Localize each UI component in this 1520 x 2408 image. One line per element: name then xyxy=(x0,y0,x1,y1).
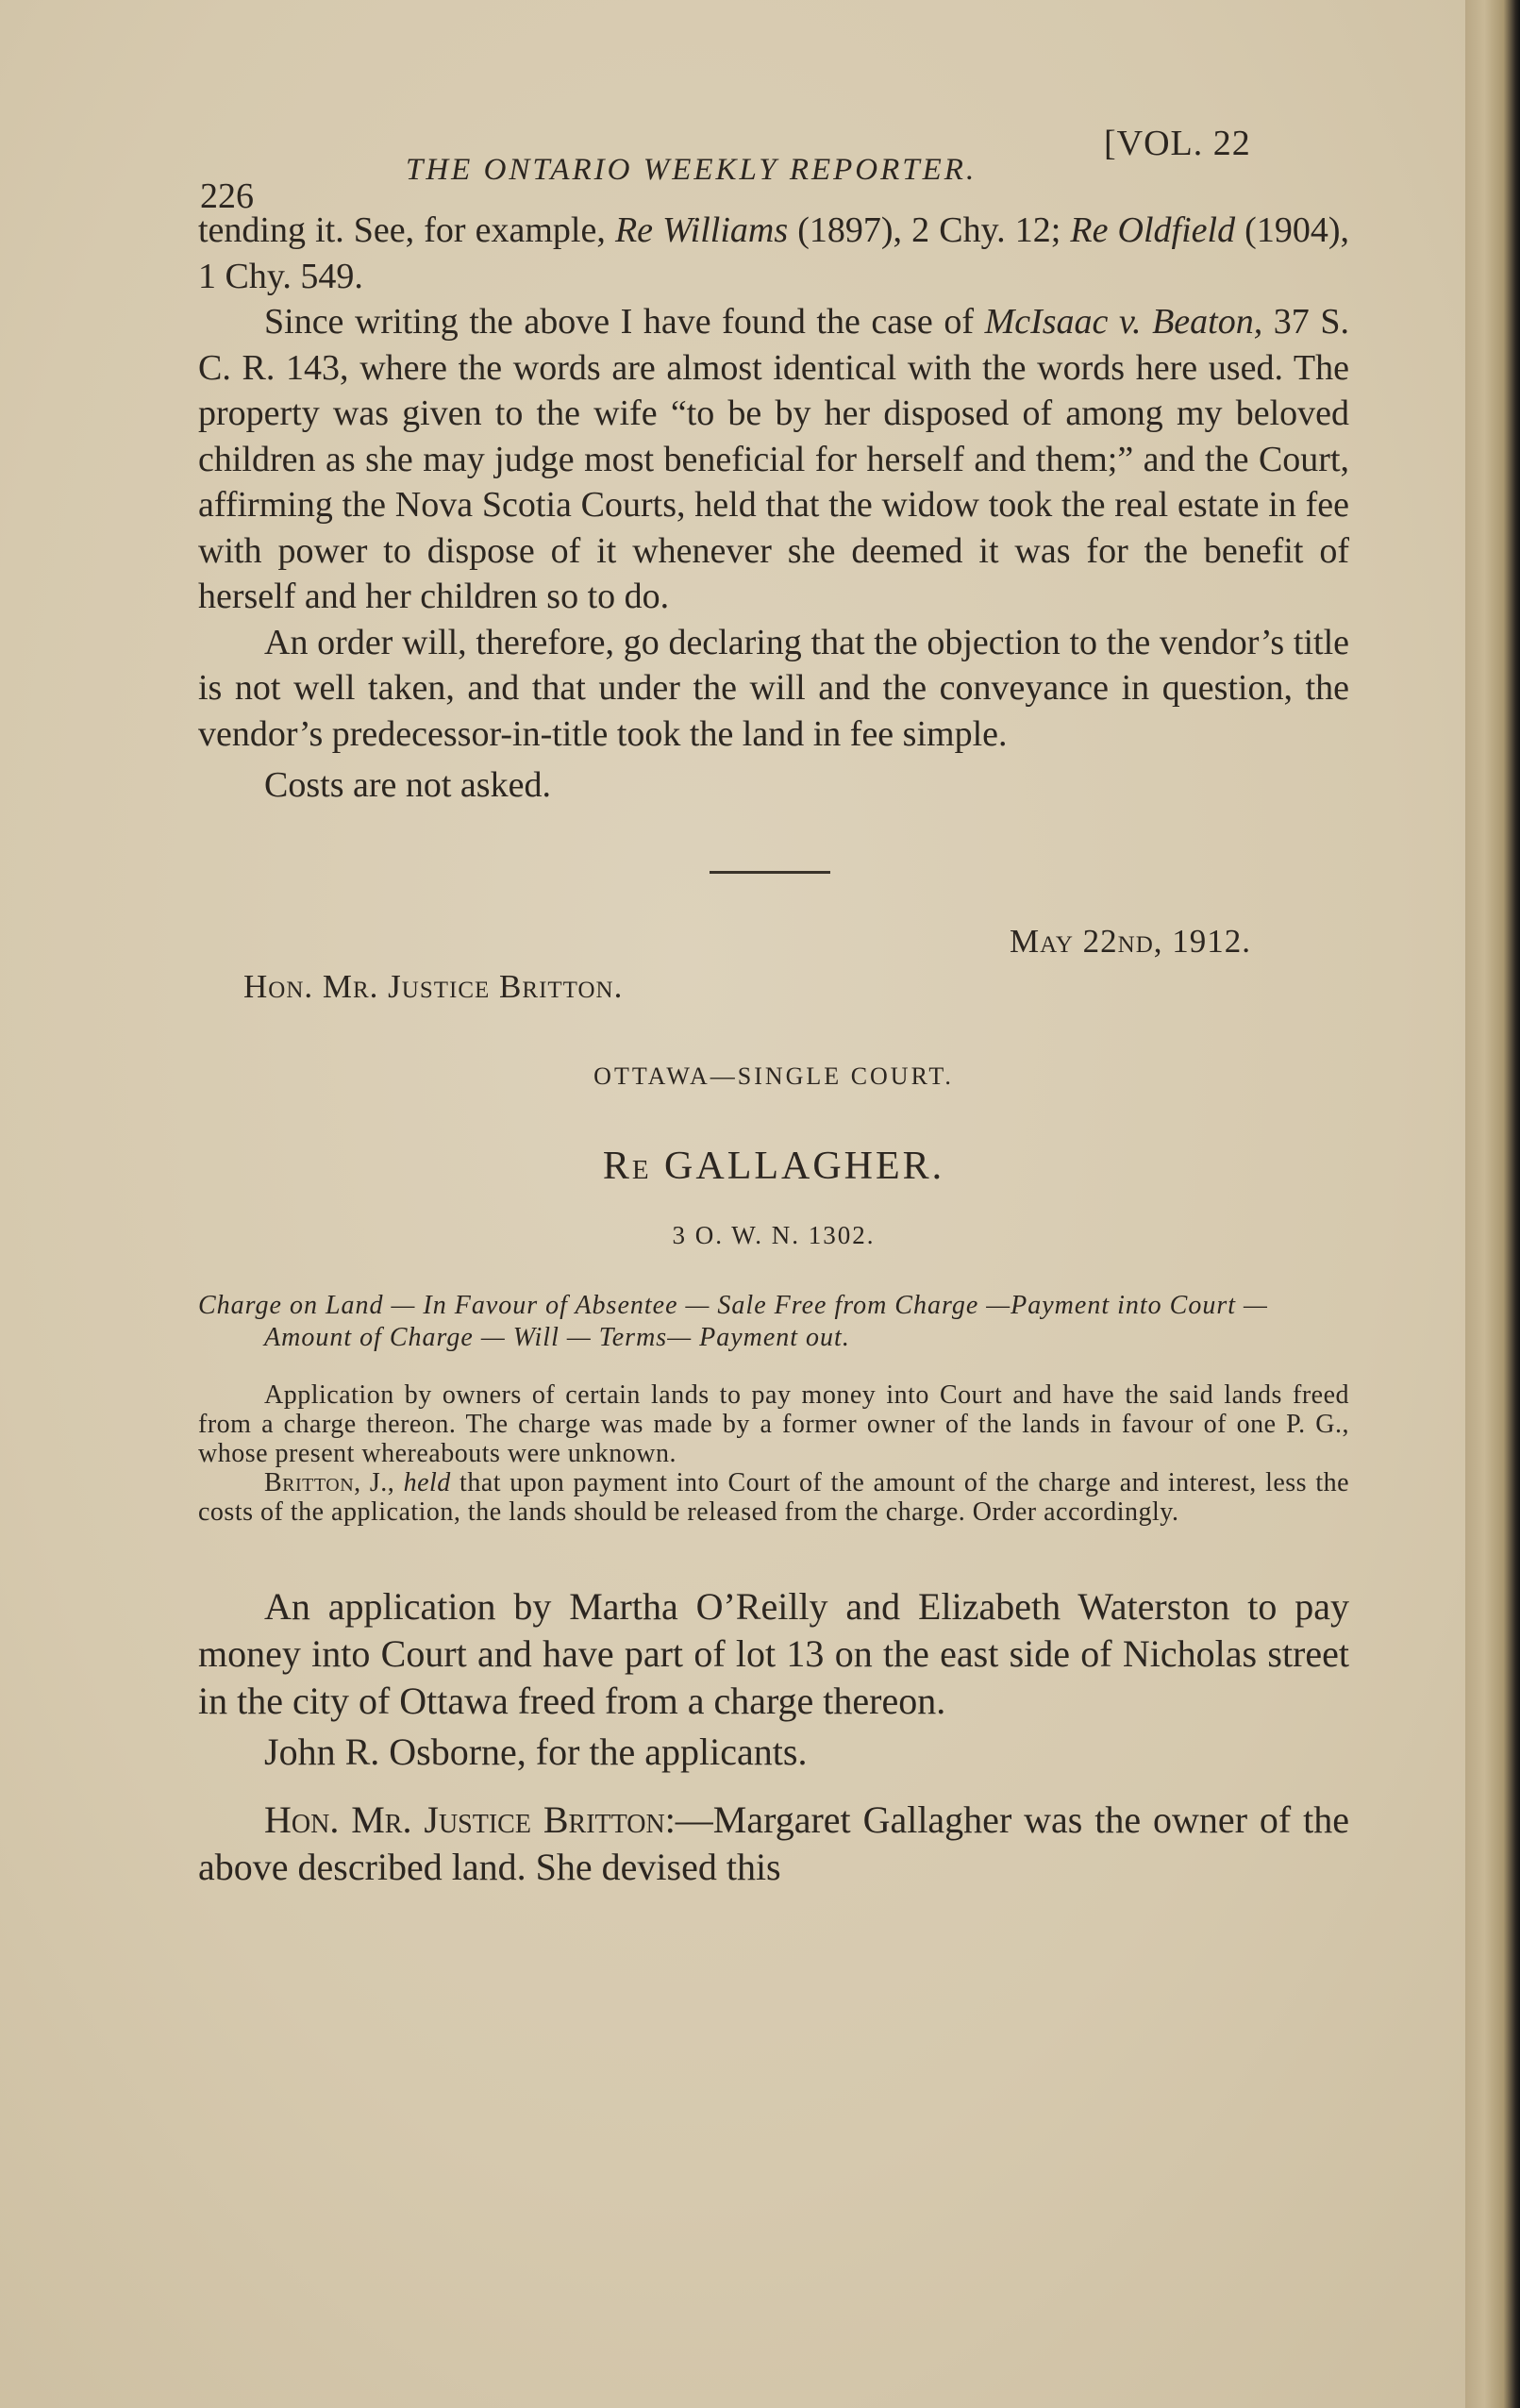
case-name: McIsaac v. Beaton, xyxy=(984,302,1263,342)
judge-name: Hon. Mr. Justice Britton. xyxy=(243,967,624,1005)
binding-edge xyxy=(1465,0,1520,2408)
summary-paragraph: Britton, J., held that upon payment into Court of the amount of the charge and interest, less the costs of the application, the lands should be released from the charge. Order accordingly. xyxy=(198,1467,1350,1527)
page-header xyxy=(198,123,1349,216)
running-title: THE ONTARIO WEEKLY REPORTER. xyxy=(406,153,977,187)
case-date: May 22nd, 1912. xyxy=(1010,922,1252,960)
paragraph: An application by Martha O’Reilly and Elizabeth Waterston to pay money into Court and have part of lot 13 on the east side of Nicholas street in the city of Ottawa freed from a charge thereon. xyxy=(198,1584,1349,1722)
section-divider xyxy=(710,871,830,874)
paragraph: An order will, therefore, go declaring that the objection to the vendor’s title is not well taken, and that under the will and the conveyance in question, the vendor’s predecessor-in-title took the land in fee simple. xyxy=(198,622,1349,754)
page-number: 226 xyxy=(200,176,254,216)
case-header xyxy=(198,923,1349,1045)
case-name: Re Williams xyxy=(614,210,789,250)
case-citation: 3 O. W. N. 1302. xyxy=(672,1220,876,1249)
paragraph: John R. Osborne, for the applicants. xyxy=(264,1730,808,1773)
paragraph: Hon. Mr. Justice Britton:—Margaret Gallagher was the owner of the above described land. She devised this xyxy=(198,1798,1350,1888)
paragraph: tending it. See, for example, Re Williams (1897), 2 Chy. 12; Re Oldfield (1904), 1 Chy. 549. xyxy=(198,210,1349,296)
headnote: Charge on Land — In Favour of Absentee — Sale Free from Charge —Payment into Court — Amount of Charge — Will — Terms— Payment out. xyxy=(198,1290,1268,1352)
case-title: Re GALLAGHER. xyxy=(602,1144,945,1188)
court-name: OTTAWA—SINGLE COURT. xyxy=(593,1062,954,1090)
paragraph: Costs are not asked. xyxy=(264,765,551,805)
page-content xyxy=(198,123,1349,1895)
paragraph: Since writing the above I have found the case of McIsaac v. Beaton, 37 S. C. R. 143, where the words are almost identical with the words here used. The property was given to the wife “to be by her disposed of among my beloved children as she may judge most beneficial for herself and them;” and the Court, affirming the Nova Scotia Courts, held that the widow took the real estate in fee with power to dispose of it whenever she deemed it was for the benefit of herself and her children so to do. xyxy=(198,302,1349,616)
case-summary xyxy=(198,1380,1349,1527)
case-name: Re Oldfield xyxy=(1070,210,1236,250)
volume-label: [VOL. 22 xyxy=(1104,124,1251,163)
previous-case-conclusion xyxy=(198,208,1349,809)
case-text xyxy=(198,1583,1349,1891)
summary-paragraph: Application by owners of certain lands to pay money into Court and have the said lands freed from a charge thereon. The charge was made by a former owner of the lands in favour of one P. G., whose present whereabouts were unknown. xyxy=(198,1380,1349,1468)
